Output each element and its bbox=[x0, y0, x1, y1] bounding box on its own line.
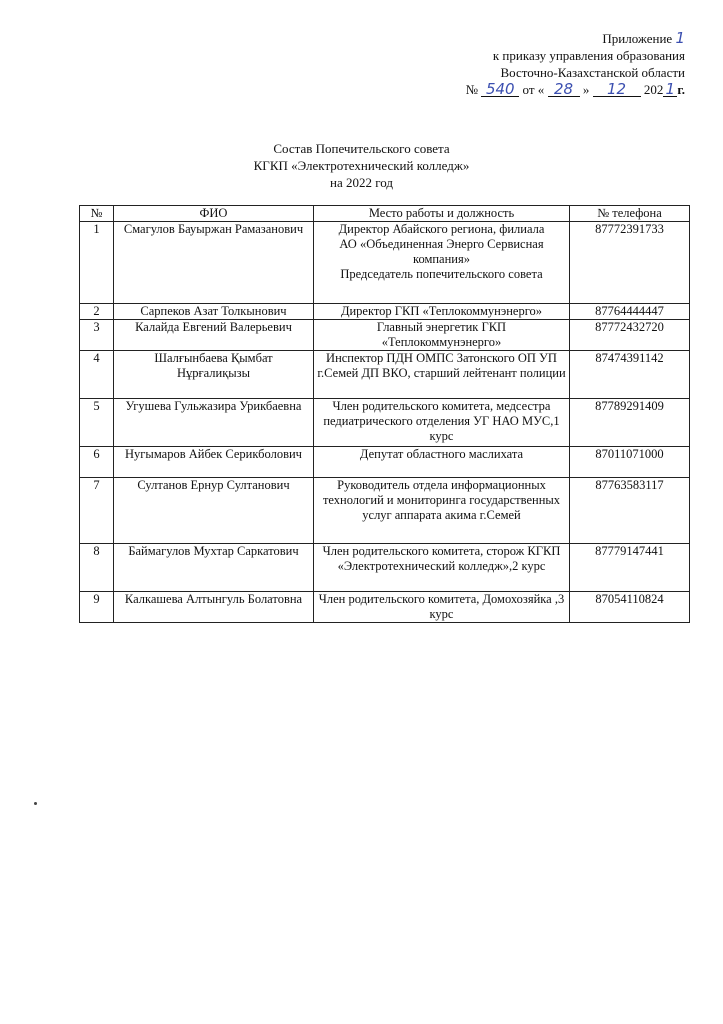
year-suffix: г. bbox=[677, 82, 685, 97]
row-number: 5 bbox=[80, 399, 114, 447]
row-number: 8 bbox=[80, 544, 114, 592]
from-label: от « bbox=[522, 82, 545, 97]
row-job-line: АО «Объединенная Энерго Сервисная компания» bbox=[339, 237, 544, 266]
row-phone: 87772391733 bbox=[570, 222, 690, 304]
order-no-prefix: № bbox=[465, 82, 479, 97]
row-phone: 87779147441 bbox=[570, 544, 690, 592]
document-title bbox=[0, 140, 723, 191]
row-job-line: Председатель попечительского совета bbox=[340, 267, 543, 281]
row-name: Баймагулов Мухтар Саркатович bbox=[114, 544, 314, 592]
row-name: Угушева Гульжазира Урикбаевна bbox=[114, 399, 314, 447]
table-row bbox=[80, 447, 690, 478]
year-prefix: 202 bbox=[643, 82, 664, 97]
appendix-number: 1 bbox=[675, 29, 685, 47]
row-job bbox=[314, 351, 570, 399]
row-job-line: Член родительского комитета, сторож КГКП «Электротехнический колледж»,2 курс bbox=[322, 544, 561, 573]
row-job bbox=[314, 320, 570, 351]
row-job bbox=[314, 592, 570, 623]
table-row bbox=[80, 320, 690, 351]
order-number-line bbox=[466, 81, 685, 98]
row-number: 7 bbox=[80, 478, 114, 544]
appendix-block bbox=[466, 30, 685, 98]
title-line-3: на 2022 год bbox=[330, 175, 393, 190]
year-digit: 1 bbox=[663, 82, 677, 97]
row-phone: 87054110824 bbox=[570, 592, 690, 623]
title-line-1: Состав Попечительского совета bbox=[273, 141, 450, 156]
appendix-label: Приложение bbox=[602, 31, 673, 46]
table-row bbox=[80, 222, 690, 304]
row-number: 4 bbox=[80, 351, 114, 399]
row-number: 3 bbox=[80, 320, 114, 351]
order-number: 540 bbox=[481, 82, 519, 97]
order-line: к приказу управления образования bbox=[492, 48, 685, 63]
row-job bbox=[314, 304, 570, 320]
row-phone: 87474391142 bbox=[570, 351, 690, 399]
row-name: Нугымаров Айбек Серикболович bbox=[114, 447, 314, 478]
council-table bbox=[79, 205, 690, 623]
row-number: 6 bbox=[80, 447, 114, 478]
row-job-line: Член родительского комитета, медсестра педиатрического отделения УГ НАО МУС,1 курс bbox=[323, 399, 560, 443]
row-number: 9 bbox=[80, 592, 114, 623]
header-phone: № телефона bbox=[570, 206, 690, 222]
header-job: Место работы и должность bbox=[314, 206, 570, 222]
header-name: ФИО bbox=[114, 206, 314, 222]
row-job-line: Директор Абайского региона, филиала bbox=[338, 222, 545, 236]
table-header-row bbox=[80, 206, 690, 222]
row-job-line: Главный энергетик ГКП «Теплокоммунэнерго» bbox=[376, 320, 507, 349]
row-phone: 87789291409 bbox=[570, 399, 690, 447]
row-name: Калкашева Алтынгуль Болатовна bbox=[114, 592, 314, 623]
row-job-line: Руководитель отдела информационных технологий и мониторинга государственных услуг аппарата акима г.Семей bbox=[322, 478, 561, 522]
row-job bbox=[314, 222, 570, 304]
table-row bbox=[80, 399, 690, 447]
row-name: Калайда Евгений Валерьевич bbox=[114, 320, 314, 351]
scan-speck bbox=[34, 802, 37, 805]
table-row bbox=[80, 592, 690, 623]
row-name: Смагулов Бауыржан Рамазанович bbox=[114, 222, 314, 304]
row-job-line: Член родительского комитета, Домохозяйка ,3 курс bbox=[318, 592, 565, 621]
row-number: 1 bbox=[80, 222, 114, 304]
row-phone: 87763583117 bbox=[570, 478, 690, 544]
order-day: 28 bbox=[548, 82, 580, 97]
order-month: 12 bbox=[593, 82, 641, 97]
row-job-line: Инспектор ПДН ОМПС Затонского ОП УП г.Семей ДП ВКО, старший лейтенант полиции bbox=[317, 351, 566, 380]
close-quote: » bbox=[582, 82, 590, 97]
row-job bbox=[314, 478, 570, 544]
table-row bbox=[80, 304, 690, 320]
appendix-line bbox=[466, 30, 685, 47]
header-num: № bbox=[80, 206, 114, 222]
table-row bbox=[80, 478, 690, 544]
table-row bbox=[80, 544, 690, 592]
region-line: Восточно-Казахстанской области bbox=[500, 65, 685, 80]
table-body bbox=[80, 222, 690, 623]
row-name: Султанов Ернур Султанович bbox=[114, 478, 314, 544]
row-number: 2 bbox=[80, 304, 114, 320]
row-name: Шалғынбаева Қымбат Нұрғалиқызы bbox=[114, 351, 314, 399]
row-phone: 87011071000 bbox=[570, 447, 690, 478]
table-row bbox=[80, 351, 690, 399]
row-phone: 87772432720 bbox=[570, 320, 690, 351]
row-job-line: Депутат областного маслихата bbox=[359, 447, 524, 461]
row-phone: 87764444447 bbox=[570, 304, 690, 320]
row-name: Сарпеков Азат Толкынович bbox=[114, 304, 314, 320]
title-line-2: КГКП «Электротехнический колледж» bbox=[253, 158, 470, 173]
row-job bbox=[314, 447, 570, 478]
row-job-line: Директор ГКП «Теплокоммунэнерго» bbox=[340, 304, 543, 318]
row-job bbox=[314, 399, 570, 447]
row-job bbox=[314, 544, 570, 592]
